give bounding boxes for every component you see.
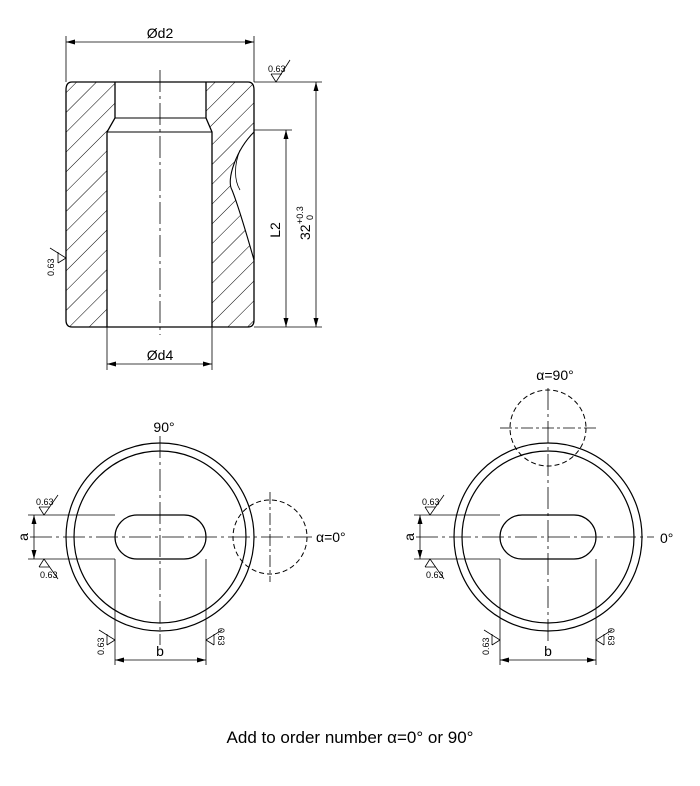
svg-text:0.63: 0.63 — [422, 497, 440, 507]
dim-d2-label: Ød2 — [146, 25, 174, 41]
dim-d4-label: Ød4 — [146, 347, 174, 363]
svg-text:0.63: 0.63 — [481, 637, 491, 655]
dim-a-label: a — [15, 533, 31, 541]
svg-text:0.63: 0.63 — [606, 628, 616, 646]
inner-bore — [107, 82, 212, 327]
right-plan-view — [401, 367, 673, 665]
angle-right-label: α=0° — [316, 529, 346, 545]
roughness-symbol-b-right — [206, 628, 226, 646]
dim-b-label: b — [156, 643, 164, 659]
svg-text:0.63: 0.63 — [216, 628, 226, 646]
dim-l2-label: L2 — [267, 222, 283, 238]
svg-text:0.63: 0.63 — [426, 570, 444, 580]
dim-height-upper-tol: +0.3 — [295, 206, 305, 224]
dim-a-label: a — [401, 533, 417, 541]
section-view — [46, 25, 322, 370]
key-slot — [115, 515, 206, 559]
svg-text:0.63: 0.63 — [268, 64, 286, 74]
roughness-symbol-a-bottom — [425, 559, 444, 580]
svg-text:0.63: 0.63 — [36, 497, 54, 507]
roughness-symbol-b-right — [596, 628, 616, 646]
svg-text:0.63: 0.63 — [96, 637, 106, 655]
dim-b-label: b — [544, 643, 552, 659]
roughness-symbol-b-left — [96, 630, 115, 655]
dim-height-lower-tol: 0 — [305, 214, 315, 220]
svg-text:0.63: 0.63 — [46, 258, 56, 276]
roughness-symbol-a-bottom — [39, 559, 58, 580]
roughness-symbol-a-top — [36, 495, 58, 515]
left-plan-view — [15, 419, 346, 665]
angle-top-label: 90° — [153, 419, 175, 435]
order-note-caption: Add to order number α=0° or 90° — [226, 728, 474, 747]
roughness-symbol-side — [46, 248, 66, 276]
roughness-symbol-b-left — [481, 630, 500, 655]
angle-right-label: 0° — [660, 530, 674, 546]
roughness-symbol-top — [268, 60, 290, 82]
svg-text:0.63: 0.63 — [40, 570, 58, 580]
angle-top-label: α=90° — [536, 367, 574, 383]
dim-height-label: 32 — [297, 224, 313, 240]
roughness-symbol-a-top — [422, 495, 444, 515]
